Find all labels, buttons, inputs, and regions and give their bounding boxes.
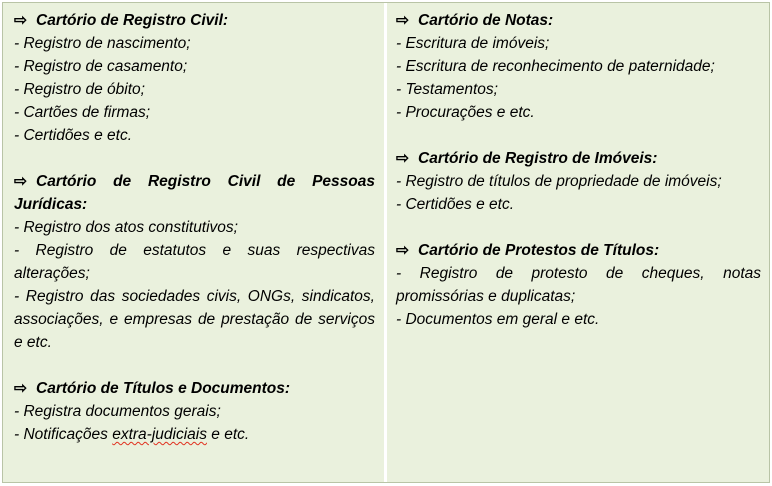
section-registro-civil bbox=[14, 9, 375, 147]
list-item: - Registro de óbito; bbox=[14, 81, 145, 98]
section-heading: ⇨ Cartório de Registro Civil: bbox=[14, 9, 375, 32]
spellcheck-flagged-word: extra-judiciais bbox=[112, 426, 207, 443]
list-item: - Escritura de imóveis; bbox=[396, 35, 550, 52]
list-item: - Procurações e etc. bbox=[396, 104, 535, 121]
section-pessoas-juridicas bbox=[14, 170, 375, 354]
right-arrow-icon: ⇨ bbox=[14, 12, 27, 29]
right-arrow-icon: ⇨ bbox=[396, 150, 409, 167]
list-item: - Testamentos; bbox=[396, 81, 498, 98]
section-heading: ⇨ Cartório de Protestos de Títulos: bbox=[396, 239, 761, 262]
list-item: - Registro das sociedades civis, ONGs, sindicatos, associações, e empresas de prestação de serviços e etc. bbox=[14, 288, 375, 351]
list-item: - Registro de títulos de propriedade de imóveis; bbox=[396, 173, 722, 190]
list-item: - Registro de protesto de cheques, notas promissórias e duplicatas; bbox=[396, 265, 761, 305]
list-item: - Cartões de firmas; bbox=[14, 104, 151, 121]
list-item: - Documentos em geral e etc. bbox=[396, 311, 600, 328]
right-arrow-icon: ⇨ bbox=[396, 242, 409, 259]
cartorios-table bbox=[2, 2, 770, 483]
right-arrow-icon: ⇨ bbox=[396, 12, 409, 29]
list-item: - Registro de estatutos e suas respectivas alterações; bbox=[14, 242, 375, 282]
right-arrow-icon: ⇨ bbox=[14, 380, 27, 397]
right-column bbox=[387, 3, 769, 482]
section-heading: ⇨ Cartório de Títulos e Documentos: bbox=[14, 377, 375, 400]
left-column bbox=[3, 3, 387, 482]
list-item: - Registro de nascimento; bbox=[14, 35, 191, 52]
section-heading: ⇨ Cartório de Registro de Imóveis: bbox=[396, 147, 761, 170]
list-item: - Certidões e etc. bbox=[396, 196, 515, 213]
list-item: - Certidões e etc. bbox=[14, 127, 133, 144]
section-heading: ⇨ Cartório de Notas: bbox=[396, 9, 761, 32]
right-arrow-icon: ⇨ bbox=[14, 173, 27, 190]
list-item: - Registro de casamento; bbox=[14, 58, 188, 75]
section-titulos-documentos bbox=[14, 377, 375, 446]
section-registro-imoveis bbox=[396, 147, 761, 216]
section-notas bbox=[396, 9, 761, 124]
list-item: - Registra documentos gerais; bbox=[14, 403, 221, 420]
section-protestos-titulos bbox=[396, 239, 761, 331]
list-item: - Escritura de reconhecimento de paternidade; bbox=[396, 58, 715, 75]
list-item: - Notificações extra-judiciais e etc. bbox=[14, 426, 250, 443]
list-item: - Registro dos atos constitutivos; bbox=[14, 219, 238, 236]
section-heading: ⇨ Cartório de Registro Civil de Pessoas Jurídicas: bbox=[14, 170, 375, 216]
